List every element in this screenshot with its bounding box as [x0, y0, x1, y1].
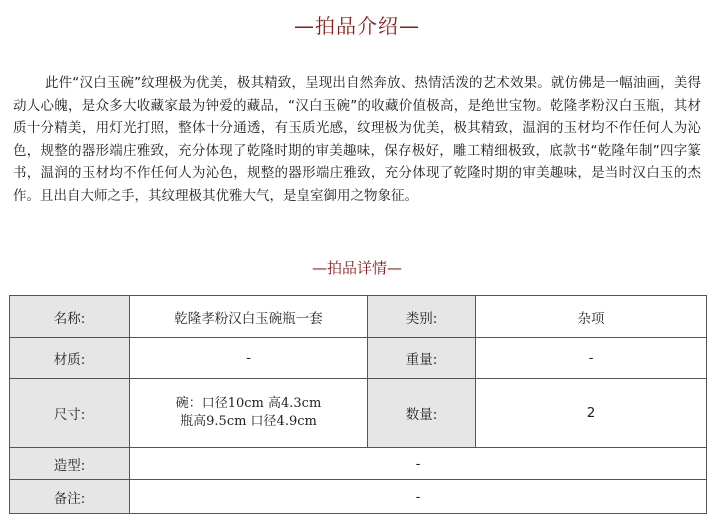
quantity-value: 2: [476, 379, 707, 448]
table-row: [10, 379, 707, 448]
intro-paragraph: 此件“汉白玉碗”纹理极为优美，极其精致，呈现出自然奔放、热情活泼的艺术效果。就仿佛是一幅油画，美得动人心魄，是众多大收藏家最为钟爱的藏品，“汉白玉碗”的收藏价值极高，是绝世宝物。乾隆孝粉汉白玉瓶，其材质十分精美，用灯光打照，整体十分通透，有玉质光感，纹理极为优美，极其精致，温润的玉材均不作任何人为沁色，规整的器形端庄雅致，充分体现了乾隆时期的审美趣味，保存极好，雕工精细极致，底款书“乾隆年制”四字篆书，温润的玉材均不作任何人为沁色，规整的器形端庄雅致，充分体现了乾隆时期的审美趣味，是当时汉白玉的杰作。且出自大师之手，其纹理极其优雅大气，是皇室御用之物象征。: [13, 75, 701, 204]
details-table: [9, 295, 707, 514]
size-label: 尺寸:: [10, 379, 130, 448]
material-value: -: [130, 338, 368, 379]
size-vase-line: 瓶高9.5cm 口径4.9cm: [180, 414, 317, 429]
table-row: [10, 448, 707, 480]
name-value: 乾隆孝粉汉白玉碗瓶一套: [130, 296, 368, 338]
quantity-label: 数量:: [368, 379, 476, 448]
details-heading: —拍品详情—: [311, 259, 402, 277]
weight-value: -: [476, 338, 707, 379]
category-value: 杂项: [476, 296, 707, 338]
shape-value: -: [130, 448, 707, 480]
weight-label: 重量:: [368, 338, 476, 379]
size-bowl-line: 碗：口径10cm 高4.3cm: [175, 396, 322, 411]
remarks-value: -: [130, 480, 707, 514]
table-row: [10, 296, 707, 338]
table-row: [10, 338, 707, 379]
size-value: [130, 379, 368, 448]
material-label: 材质:: [10, 338, 130, 379]
remarks-label: 备注:: [10, 480, 130, 514]
category-label: 类别:: [368, 296, 476, 338]
shape-label: 造型:: [10, 448, 130, 480]
intro-heading: —拍品介绍—: [294, 14, 420, 38]
name-label: 名称:: [10, 296, 130, 338]
table-row: [10, 480, 707, 514]
